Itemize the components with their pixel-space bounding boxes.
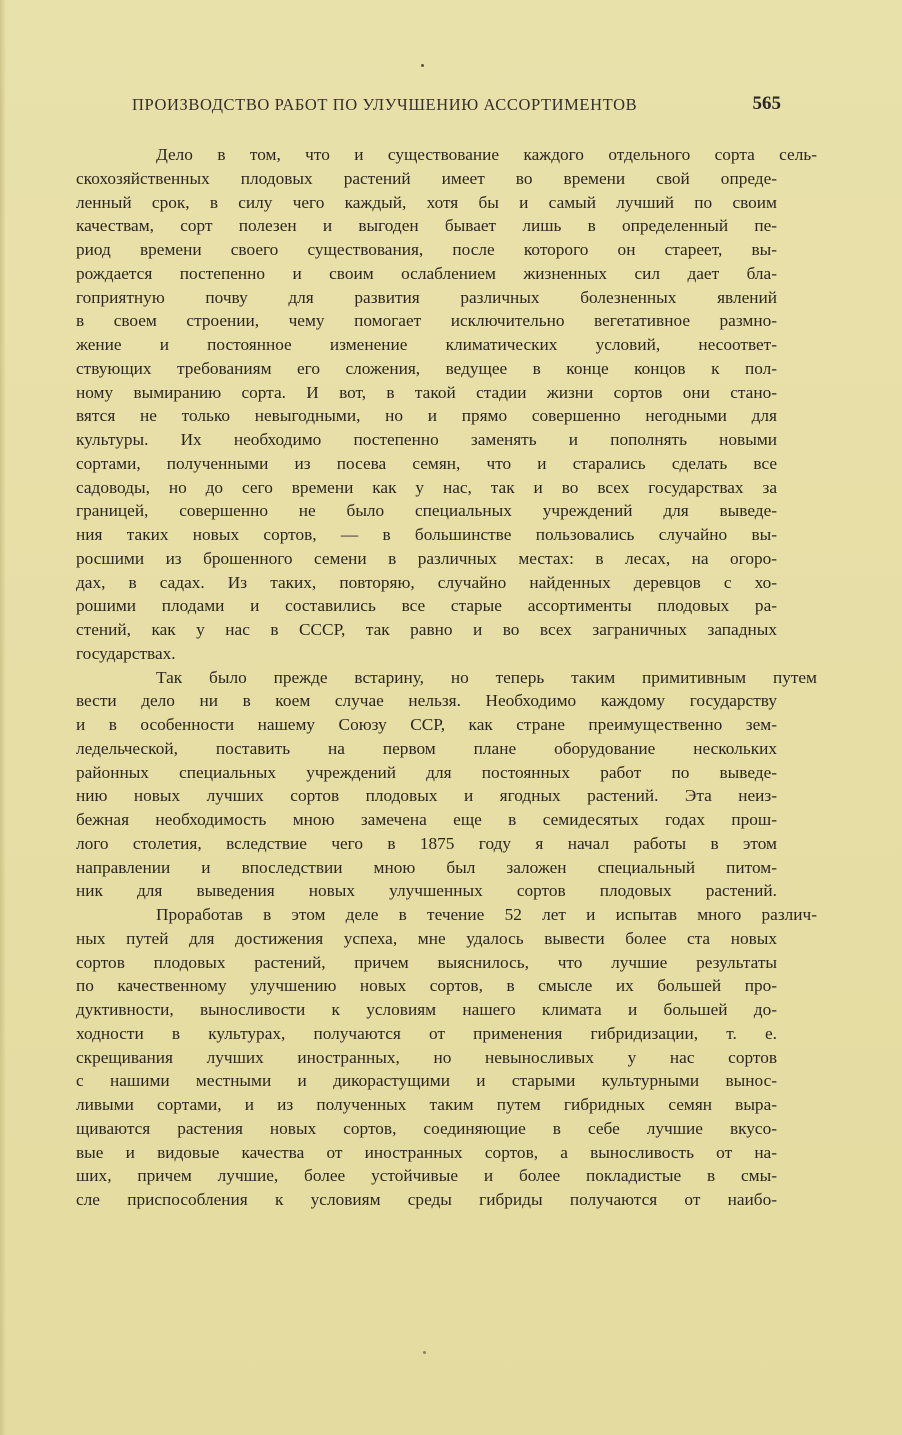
- text-line: [76, 1117, 777, 1141]
- text-line-content: ходности в культурах, получаются от применения гибридизации, т. е.: [76, 1023, 777, 1043]
- text-line-content: сортами, полученными из посева семян, что и старались сделать все: [76, 453, 777, 473]
- text-line: [76, 927, 777, 951]
- text-line-content: вятся не только невыгодными, но и прямо совершенно негодными для: [76, 406, 777, 426]
- running-header: [76, 93, 781, 121]
- text-line: [76, 808, 777, 832]
- text-line-content: ледельческой, поставить на первом плане оборудование нескольких: [76, 738, 777, 758]
- text-line: [76, 191, 777, 215]
- text-line-content: в своем строении, чему помогает исключительно вегетативное размно-: [76, 311, 777, 331]
- running-title: ПРОИЗВОДСТВО РАБОТ ПО УЛУЧШЕНИЮ АССОРТИМЕНТОВ: [132, 95, 638, 114]
- text-line-content: дах, в садах. Из таких, повторяю, случайно найденных деревцов с хо-: [76, 572, 777, 592]
- text-line-content: ному вымиранию сорта. И вот, в такой стадии жизни сортов они стано-: [76, 382, 777, 402]
- text-line-content: бежная необходимость мною замечена еще в семидесятых годах прош-: [76, 810, 777, 829]
- text-line-content: и в особенности нашему Союзу ССР, как стране преимущественно зем-: [76, 715, 777, 734]
- text-line: [76, 357, 777, 381]
- text-line-content: гоприятную почву для развития различных болезненных явлений: [76, 287, 777, 307]
- text-line-content: государствах.: [76, 643, 176, 663]
- text-line: [76, 1141, 777, 1165]
- text-line: [76, 618, 777, 642]
- text-line-content: качествам, сорт полезен и выгоден бывает лишь в определенный пе-: [76, 216, 777, 236]
- text-line: [76, 1069, 777, 1093]
- text-line-content: ленный срок, в силу чего каждый, хотя бы и самый лучший по своим: [76, 192, 777, 212]
- text-line-content: Так было прежде встарину, но теперь таким примитивным путем: [156, 667, 817, 687]
- page-number: 565: [752, 93, 781, 114]
- text-line-content: нию новых лучших сортов плодовых и ягодных растений. Эта неиз-: [76, 786, 777, 806]
- text-line: [76, 523, 777, 547]
- text-line: [76, 689, 777, 713]
- text-line: [76, 713, 777, 737]
- text-line-content: Проработав в этом деле в течение 52 лет и испытав много различ-: [156, 905, 817, 924]
- text-line: [76, 761, 777, 785]
- text-line-content: скохозяйственных плодовых растений имеет во времени свой опреде-: [76, 168, 777, 188]
- text-line: [76, 998, 777, 1022]
- text-line-content: дуктивности, выносливости к условиям нашего климата и большей до-: [76, 1000, 777, 1019]
- text-line: [76, 737, 777, 761]
- text-line: [76, 262, 777, 286]
- text-line: [76, 214, 777, 238]
- text-line-content: щиваются растения новых сортов, соединяющие в себе лучшие вкусо-: [76, 1118, 777, 1138]
- text-line-content: жение и постоянное изменение климатических условий, несоответ-: [76, 335, 777, 354]
- text-line: [76, 499, 777, 523]
- text-line: [76, 476, 777, 500]
- text-line: [76, 571, 777, 595]
- text-line: [76, 832, 777, 856]
- text-line: [76, 594, 777, 618]
- text-line: [76, 381, 777, 405]
- text-line: [76, 1022, 777, 1046]
- text-line: [76, 428, 777, 452]
- text-line-content: Дело в том, что и существование каждого отдельного сорта сель-: [156, 145, 817, 164]
- text-line-content: культуры. Их необходимо постепенно заменять и пополнять новыми: [76, 430, 777, 449]
- text-line-content: ствующих требованиям его сложения, ведущее в конце концов к пол-: [76, 358, 777, 378]
- text-line-content: сортов плодовых растений, причем выяснилось, что лучшие результаты: [76, 952, 777, 972]
- text-line-content: рождается постепенно и своим ослаблением жизненных сил дает бла-: [76, 263, 777, 283]
- text-line: [76, 1188, 777, 1212]
- text-line: [76, 238, 777, 262]
- text-line-content: лого столетия, вследствие чего в 1875 году я начал работы в этом: [76, 833, 777, 853]
- print-speck: [421, 64, 424, 67]
- text-line-content: ших, причем лучшие, более устойчивые и более покладистые в смы-: [76, 1166, 777, 1186]
- page-edge-shadow: [0, 0, 6, 1435]
- print-speck: [423, 1351, 426, 1354]
- text-line-content: вести дело ни в коем случае нельзя. Необходимо каждому государству: [76, 691, 777, 711]
- text-line: [76, 856, 777, 880]
- text-line: [76, 452, 777, 476]
- text-line-content: росшими из брошенного семени в различных местах: в лесах, на огоро-: [76, 548, 777, 568]
- text-line-content: по качественному улучшению новых сортов, в смысле их большей про-: [76, 976, 777, 996]
- text-line-content: границей, совершенно не было специальных учреждений для выведе-: [76, 501, 777, 521]
- text-line-content: садоводы, но до сего времени как у нас, так и во всех государствах за: [76, 477, 777, 497]
- text-line-content: рошими плодами и составились все старые ассортименты плодовых ра-: [76, 596, 777, 616]
- text-line: [76, 404, 777, 428]
- text-line: [76, 784, 777, 808]
- text-line-content: районных специальных учреждений для постоянных работ по выведе-: [76, 762, 777, 782]
- text-line-content: ния таких новых сортов, — в большинстве пользовались случайно вы-: [76, 525, 777, 544]
- text-line: [76, 879, 777, 903]
- text-line: [76, 666, 817, 690]
- text-line: [76, 1046, 777, 1070]
- text-line: [76, 974, 777, 998]
- text-line: [76, 286, 777, 310]
- text-line-content: ник для выведения новых улучшенных сортов плодовых растений.: [76, 881, 777, 901]
- text-line: [76, 309, 777, 333]
- text-line-content: ливыми сортами, и из полученных таким путем гибридных семян выра-: [76, 1095, 777, 1114]
- text-line-content: с нашими местными и дикорастущими и старыми культурными вынос-: [76, 1071, 777, 1091]
- text-line-content: вые и видовые качества от иностранных сортов, а выносливость от на-: [76, 1142, 777, 1162]
- text-line: [76, 642, 777, 666]
- text-line: [76, 143, 817, 167]
- body-text: [76, 143, 817, 1212]
- text-line-content: скрещивания лучших иностранных, но невыносливых у нас сортов: [76, 1047, 777, 1067]
- text-line: [76, 1164, 777, 1188]
- text-line: [76, 547, 777, 571]
- text-line: [76, 1093, 777, 1117]
- text-line-content: риод времени своего существования, после которого он стареет, вы-: [76, 240, 777, 259]
- text-line-content: ных путей для достижения успеха, мне удалось вывести более ста новых: [76, 928, 777, 948]
- text-line-content: направлении и впоследствии мною был заложен специальный питом-: [76, 857, 777, 877]
- text-line: [76, 333, 777, 357]
- text-line-content: стений, как у нас в СССР, так равно и во всех заграничных западных: [76, 620, 777, 639]
- text-line: [76, 951, 777, 975]
- text-line: [76, 167, 777, 191]
- text-line: [76, 903, 817, 927]
- text-line-content: сле приспособления к условиям среды гибриды получаются от наибо-: [76, 1190, 777, 1209]
